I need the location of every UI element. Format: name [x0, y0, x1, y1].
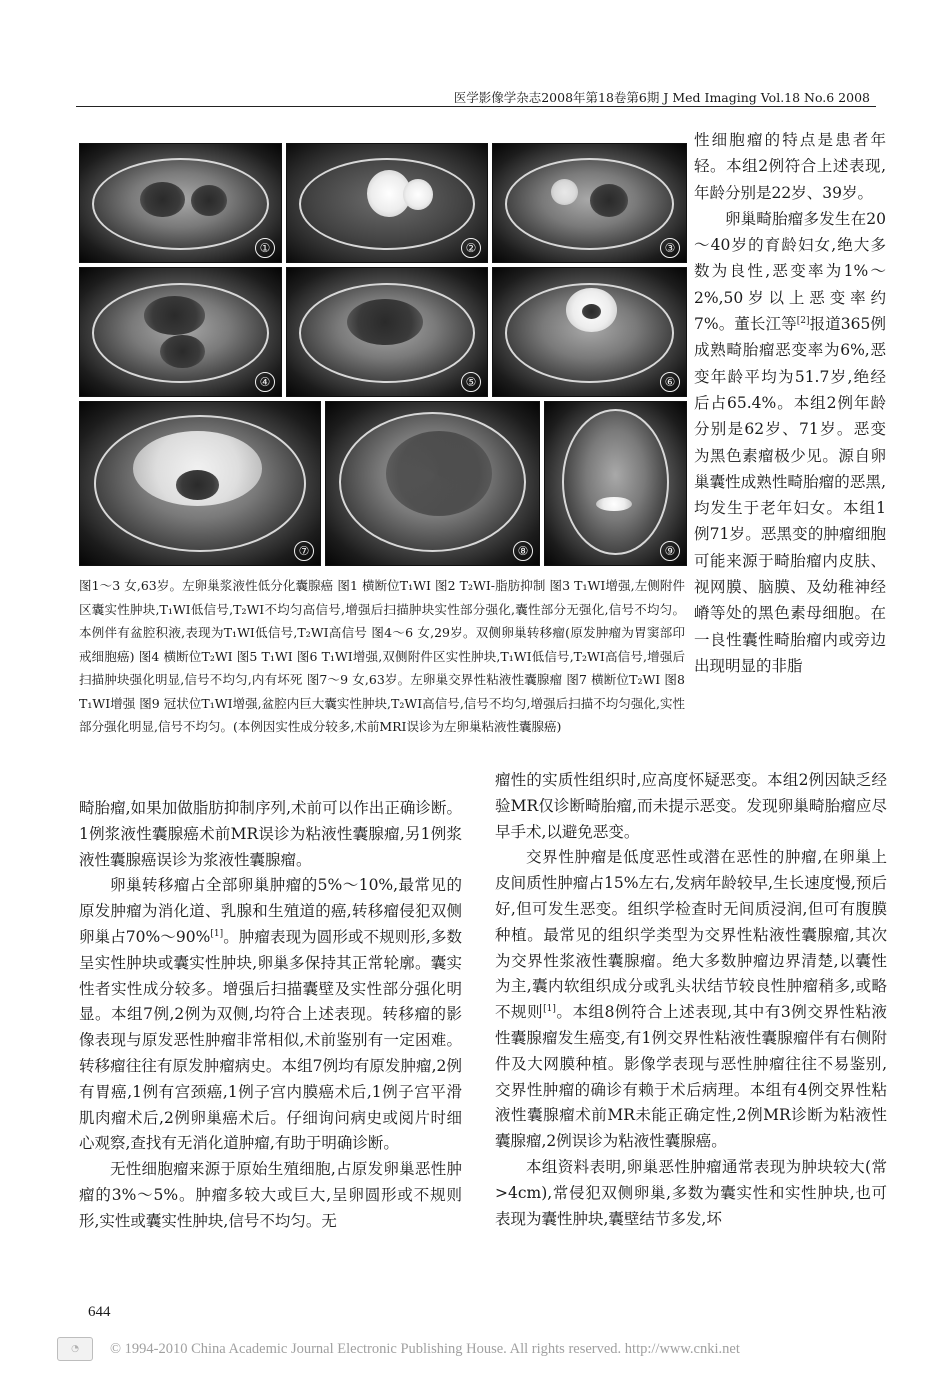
mri-panel-2 [286, 143, 488, 263]
figure-caption: 图1～3 女,63岁。左卵巢浆液性低分化囊腺癌 图1 横断位T₁WI 图2 T₂WI-脂肪抑制 图3 T₁WI增强,左侧附件区囊实性肿块,T₁WI低信号,T₂WI不均匀高信号,增强后扫描肿块实性部分强化,囊性部分无强化,信号不均匀。本例伴有盆腔积液,表现为T₁WI低信号,T₂WI高信号 图4～6 女,29岁。双侧卵巢转移瘤(原发肿瘤为胃窦部印戒细胞癌) 图4 横断位T₂WI 图5 T₁WI 图6 T₁WI增强,双侧附件区实性肿块,T₁WI低信号,T₂WI高信号,增强后扫描肿块强化明显,信号不均匀,内有坏死 图7～9 女,63岁。左卵巢交界性粘液性囊腺瘤 图7 横断位T₂WI 图8 T₁WI增强 图9 冠状位T₁WI增强,盆腔内巨大囊实性肿块,T₂WI高信号,信号不均匀,增强后扫描不均匀强化,实性部分强化明显,信号不均匀。(本例因实性成分较多,术前MRI误诊为左卵巢粘液性囊腺癌) [79, 578, 685, 734]
header-rule [76, 106, 876, 107]
mri-panel-4 [79, 267, 282, 397]
citation-ref: [2] [796, 315, 810, 326]
paragraph: 卵巢转移瘤占全部卵巢肿瘤的5%～10%,最常见的原发肿瘤为消化道、乳腺和生殖道的癌,转移瘤侵犯双侧卵巢占70%～90%[1]。肿瘤表现为圆形或不规则形,多数呈实性肿块或囊实性肿块,卵巢多保持其正常轮廓。囊实性者实性成分较多。增强后扫描囊壁及实性部分强化明显。本组7例,2例为双侧,均符合上述表现。转移瘤的影像表现与原发恶性肿瘤非常相似,术前鉴别有一定困难。转移瘤往往有原发肿瘤病史。本组7例均有原发肿瘤,2例有胃癌,1例有宫颈癌,1例子宫内膜癌术后,1例子宫平滑肌肉瘤术后,2例卵巢癌术后。仔细询问病史或阅片时细心观察,查找有无消化道肿瘤,有助于明确诊断。 [79, 876, 462, 1153]
copyright-footer: © 1994-2010 China Academic Journal Electronic Publishing House. All rights reserved. http://www.cnki.net [110, 1341, 740, 1357]
panel-number: ⑦ [294, 541, 314, 561]
citation-ref: [1] [210, 928, 224, 939]
paragraph: 卵巢畸胎瘤多发生在20～40岁的育龄妇女,绝大多数为良性,恶变率为1%～2%,50岁以上恶变率约7%。董长江等[2]报道365例成熟畸胎瘤恶变率为6%,恶变年龄平均为51.7岁,绝经后占65.4%。本组2例年龄分别是62岁、71岁。恶变为黑色素瘤极少见。源自卵巢囊性成熟性畸胎瘤的恶黑,均发生于老年妇女。本组1例71岁。恶黑变的肿瘤细胞可能来源于畸胎瘤内皮肤、视网膜、脑膜、及幼稚神经嵴等处的黑色素母细胞。在一良性囊性畸胎瘤内或旁边出现明显的非脂 [694, 209, 886, 675]
panel-number: ⑨ [660, 541, 680, 561]
paragraph: 本组资料表明,卵巢恶性肿瘤通常表现为肿块较大(常>4cm),常侵犯双侧卵巢,多数为囊实性和实性肿块,也可表现为囊性肿块,囊壁结节多发,坏 [495, 1157, 887, 1228]
paragraph: 畸胎瘤,如果加做脂肪抑制序列,术前可以作出正确诊断。1例浆液性囊腺癌术前MR误诊为粘液性囊腺瘤,另1例浆液性囊腺癌误诊为浆液性囊腺瘤。 [79, 799, 462, 869]
running-header: 医学影像学杂志2008年第18卷第6期 J Med Imaging Vol.18 No.6 2008 [453, 90, 870, 105]
mri-panel-1 [79, 143, 282, 263]
left-column [79, 796, 462, 1235]
mri-figure-grid [79, 143, 685, 564]
mri-panel-3 [492, 143, 687, 263]
paragraph: 性细胞瘤的特点是患者年轻。本组2例符合上述表现,年龄分别是22岁、39岁。 [694, 131, 886, 202]
mri-panel-6 [492, 267, 687, 397]
panel-number: ③ [660, 238, 680, 258]
paragraph: 交界性肿瘤是低度恶性或潜在恶性的肿瘤,在卵巢上皮间质性肿瘤占15%左右,发病年龄较早,生长速度慢,预后好,但可发生恶变。组织学检查时无间质浸润,但可有腹膜种植。最常见的组织学类型为交界性粘液性囊腺瘤,其次为交界性浆液性囊腺瘤。绝大多数肿瘤边界清楚,以囊性为主,囊内软组织成分或乳头状结节较良性肿瘤稍多,或略不规则[1]。本组8例符合上述表现,其中有3例交界性粘液性囊腺瘤发生癌变,有1例交界性粘液性囊腺瘤伴有右侧附件及大网膜种植。影像学表现与恶性肿瘤往往不易鉴别,交界性肿瘤的确诊有赖于术后病理。本组有4例交界性粘液性囊腺瘤术前MR未能正确定性,2例MR诊断为粘液性囊腺瘤,2例误诊为粘液性囊腺癌。 [495, 848, 887, 1151]
mri-panel-8 [325, 401, 540, 566]
panel-number: ⑥ [660, 372, 680, 392]
panel-number: ④ [255, 372, 275, 392]
paragraph: 无性细胞瘤来源于原始生殖细胞,占原发卵巢恶性肿瘤的3%～5%。肿瘤多较大或巨大,呈卵圆形或不规则形,实性或囊实性肿块,信号不均匀。无 [79, 1160, 462, 1230]
right-column-lower [495, 768, 887, 1232]
panel-number: ⑧ [513, 541, 533, 561]
mri-panel-9 [544, 401, 687, 566]
mri-panel-7 [79, 401, 321, 566]
cnki-logo-icon: ◔ [57, 1337, 93, 1361]
page-number: 644 [88, 1304, 111, 1320]
mri-panel-5 [286, 267, 488, 397]
panel-number: ② [461, 238, 481, 258]
paragraph: 瘤性的实质性组织时,应高度怀疑恶变。本组2例因缺乏经验MR仅诊断畸胎瘤,而未提示恶变。发现卵巢畸胎瘤应尽早手术,以避免恶变。 [495, 771, 887, 841]
right-column-upper [694, 127, 886, 679]
panel-number: ⑤ [461, 372, 481, 392]
panel-number: ① [255, 238, 275, 258]
citation-ref: [1] [543, 1004, 556, 1015]
